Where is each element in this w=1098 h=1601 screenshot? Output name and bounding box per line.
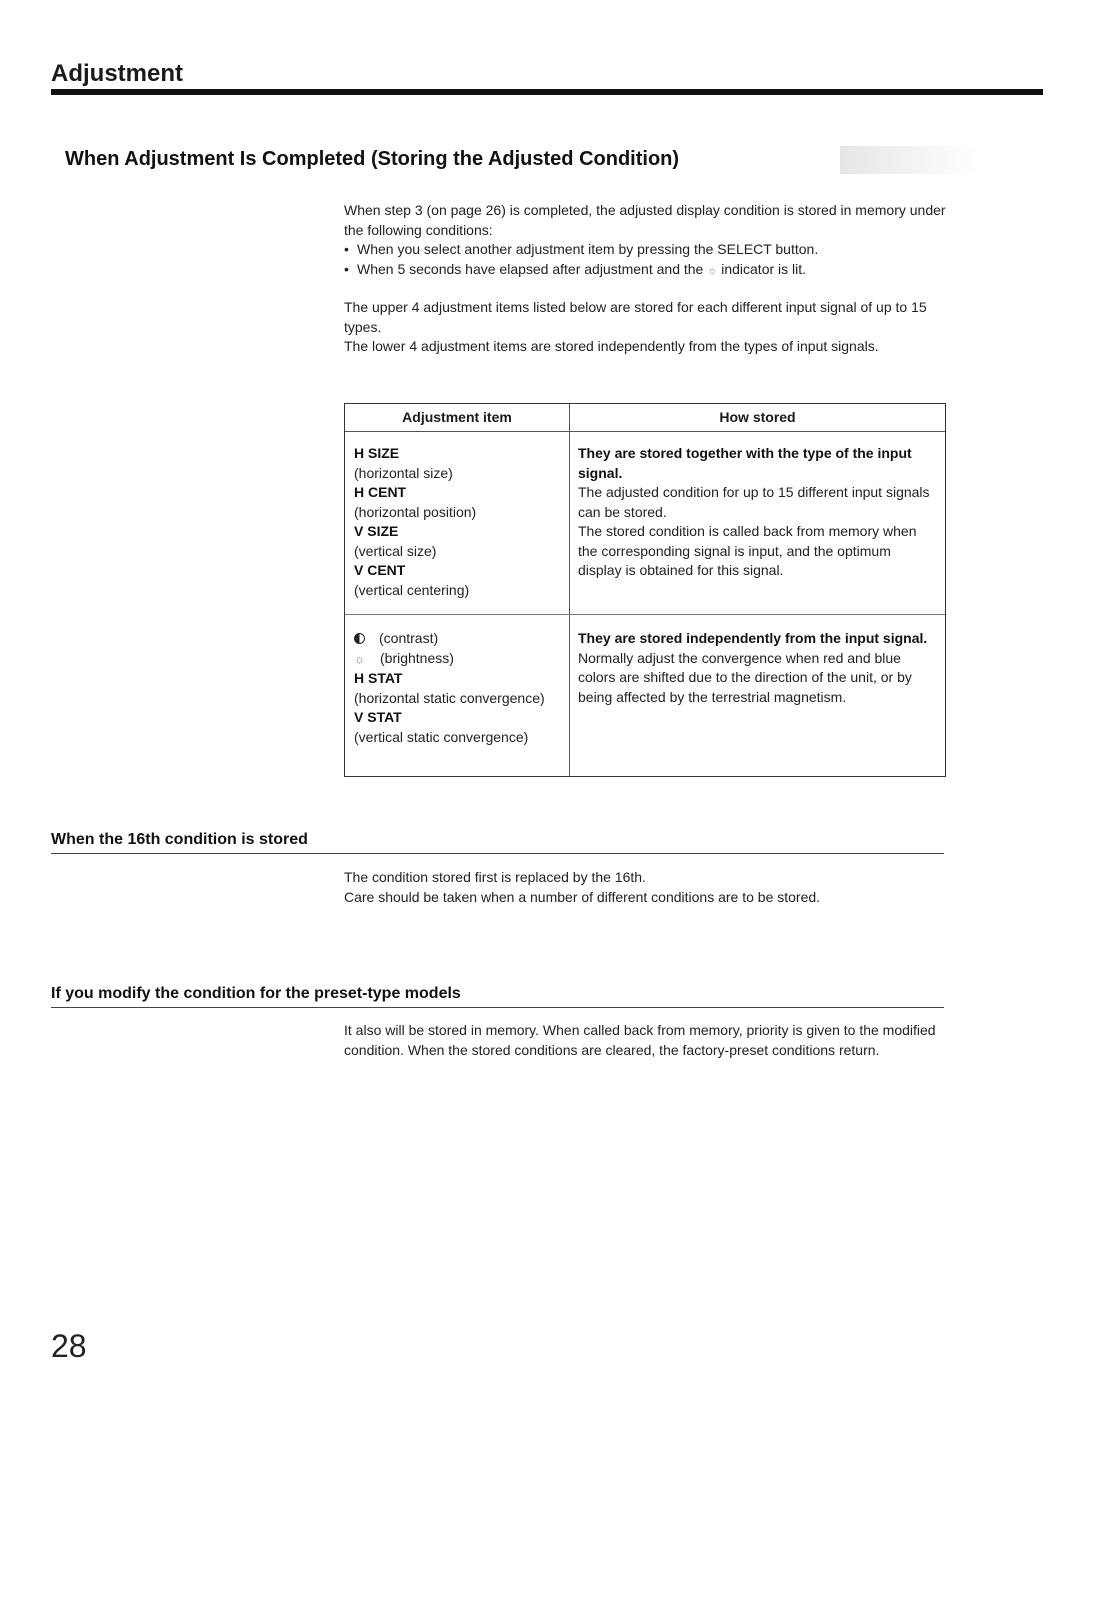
preset-rule <box>51 1007 944 1008</box>
upper-items-text: The upper 4 adjustment items listed below are stored for each different input signal of up to 15 types. <box>344 299 927 335</box>
preset-models-text <box>344 1021 944 1060</box>
item-name: H CENT <box>354 484 407 500</box>
contrast-row <box>354 629 564 649</box>
storage-explanation <box>344 298 954 357</box>
item-name: V STAT <box>354 709 402 725</box>
sixteenth-condition-title: When the 16th condition is stored <box>51 831 308 848</box>
table-header-item: Adjustment item <box>402 409 512 425</box>
item-name: H STAT <box>354 670 403 686</box>
brightness-label: (brightness) <box>380 649 454 666</box>
sixteenth-line-1: The condition stored first is replaced by the 16th. <box>344 869 646 885</box>
sixteenth-rule <box>51 853 944 854</box>
intro-bullet-2 <box>344 260 954 282</box>
contrast-label: (contrast) <box>379 630 439 646</box>
lower-how-cell <box>578 629 938 707</box>
sixteenth-line-2: Care should be taken when a number of different conditions are to be stored. <box>344 888 821 905</box>
how-stored-heading: They are stored independently from the input signal. <box>578 630 928 646</box>
table-header-divider <box>345 431 945 432</box>
how-stored-heading: They are stored together with the type of the input signal. <box>578 445 912 481</box>
how-stored-text: Normally adjust the convergence when red and blue colors are shifted due to the direction of the unit, or by being affected by the terrestrial magnetism. <box>578 649 912 705</box>
intro-bullet-1 <box>344 240 954 260</box>
brightness-row <box>354 649 564 670</box>
item-desc: (vertical centering) <box>354 581 470 598</box>
header-rule <box>51 89 1043 95</box>
upper-items-cell <box>354 444 564 600</box>
item-desc: (horizontal static convergence) <box>354 689 545 706</box>
contrast-icon <box>354 633 365 644</box>
item-desc: (horizontal size) <box>354 464 453 481</box>
preset-text: It also will be stored in memory. When called back from memory, priority is given to the modified condition. When the stored conditions are cleared, the factory-preset conditions return. <box>344 1022 936 1058</box>
item-name: H SIZE <box>354 445 400 461</box>
brightness-indicator-icon: ☼ <box>707 264 718 277</box>
bullet-2-text-b: indicator is lit. <box>721 260 807 277</box>
section-title-shade <box>840 146 980 174</box>
how-stored-text: The stored condition is called back from memory when the corresponding signal is input, and the optimum display is obtained for this signal. <box>578 523 917 578</box>
brightness-icon: ☼ <box>354 651 365 666</box>
page-header-title: Adjustment <box>51 60 183 87</box>
intro-text: When step 3 (on page 26) is completed, the adjusted display condition is stored in memory under the following conditions: <box>344 202 946 238</box>
sixteenth-condition-text <box>344 868 954 907</box>
preset-models-title: If you modify the condition for the preset-type models <box>51 985 461 1002</box>
intro-bullets <box>344 240 954 281</box>
table-column-divider <box>569 404 570 776</box>
item-name: V SIZE <box>354 523 399 539</box>
how-stored-text: The adjusted condition for up to 15 different input signals can be stored. <box>578 484 930 520</box>
table-header-how: How stored <box>719 409 796 425</box>
item-desc: (vertical size) <box>354 542 437 559</box>
adjustment-table <box>344 403 946 777</box>
page-number: 28 <box>51 1328 87 1364</box>
intro-block <box>344 201 954 281</box>
bullet-1-text: When you select another adjustment item by pressing the SELECT button. <box>357 241 819 257</box>
bullet-2-text-a: When 5 seconds have elapsed after adjustment and the <box>357 260 704 277</box>
table-group-divider <box>345 614 945 615</box>
item-desc: (horizontal position) <box>354 503 477 520</box>
section-title: When Adjustment Is Completed (Storing the Adjusted Condition) <box>65 148 680 170</box>
lower-items-cell <box>354 629 564 747</box>
upper-how-cell <box>578 444 938 581</box>
lower-items-text: The lower 4 adjustment items are stored independently from the types of input signals. <box>344 338 879 354</box>
item-name: V CENT <box>354 562 406 578</box>
item-desc: (vertical static convergence) <box>354 728 529 745</box>
